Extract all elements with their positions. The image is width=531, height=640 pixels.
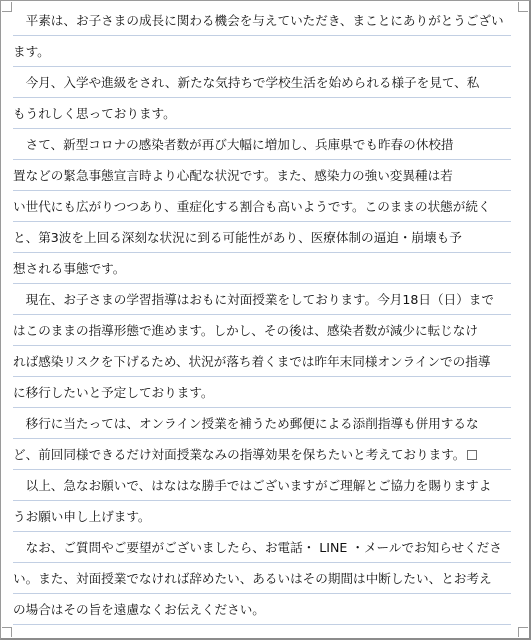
crop-mark-bottom-left [2,627,12,637]
crop-mark-top-left [2,2,12,12]
text-line: 現在、お子さまの学習指導はおもに対面授業をしております。今月18日（日）まで [13,284,511,315]
text-line: ます。 [13,36,511,67]
text-line: もうれしく思っております。 [13,98,511,129]
document-body[interactable] [13,5,511,625]
text-line: の場合はその旨を遠慮なくお伝えください。 [13,594,511,625]
text-line: い。また、対面授業でなければ辞めたい、あるいはその期間は中断したい、とお考え [13,563,511,594]
text-line: と、第3波を上回る深刻な状況に到る可能性があり、医療体制の逼迫・崩壊も予 [13,222,511,253]
text-line: 平素は、お子さまの成長に関わる機会を与えていただき、まことにありがとうござい [13,5,511,36]
text-line: うお願い申し上げます。 [13,501,511,532]
text-line: 移行に当たっては、オンライン授業を補うため郵便による添削指導も併用するな [13,408,511,439]
crop-mark-bottom-right [518,627,528,637]
crop-mark-top-right [518,2,528,12]
text-line: い世代にも広がりつつあり、重症化する割合も高いようです。このままの状態が続く [13,191,511,222]
text-line: なお、ご質問やご要望がございましたら、お電話・ LINE ・メールでお知らせくださ [13,532,511,563]
text-line: 以上、急なお願いで、はなはな勝手ではございますがご理解とご協力を賜りますよ [13,470,511,501]
text-line: 今月、入学や進級をされ、新たな気持ちで学校生活を始められる様子を見て、私 [13,67,511,98]
text-line: れば感染リスクを下げるため、状況が落ち着くまでは昨年末同様オンラインでの指導 [13,346,511,377]
paragraph-mark-icon [467,450,477,460]
text-line-content: ど、前回同様できるだけ対面授業なみの指導効果を保ちたいと考えております。 [13,447,466,462]
text-line: に移行したいと予定しております。 [13,377,511,408]
text-line: はこのままの指導形態で進めます。しかし、その後は、感染者数が減少に転じなけ [13,315,511,346]
text-line: 置などの緊急事態宣言時より心配な状況です。また、感染力の強い変異種は若 [13,160,511,191]
text-line-with-paragraph-mark [13,439,511,470]
text-line: さて、新型コロナの感染者数が再び大幅に増加し、兵庫県でも昨春の休校措 [13,129,511,160]
text-line: 想される事態です。 [13,253,511,284]
